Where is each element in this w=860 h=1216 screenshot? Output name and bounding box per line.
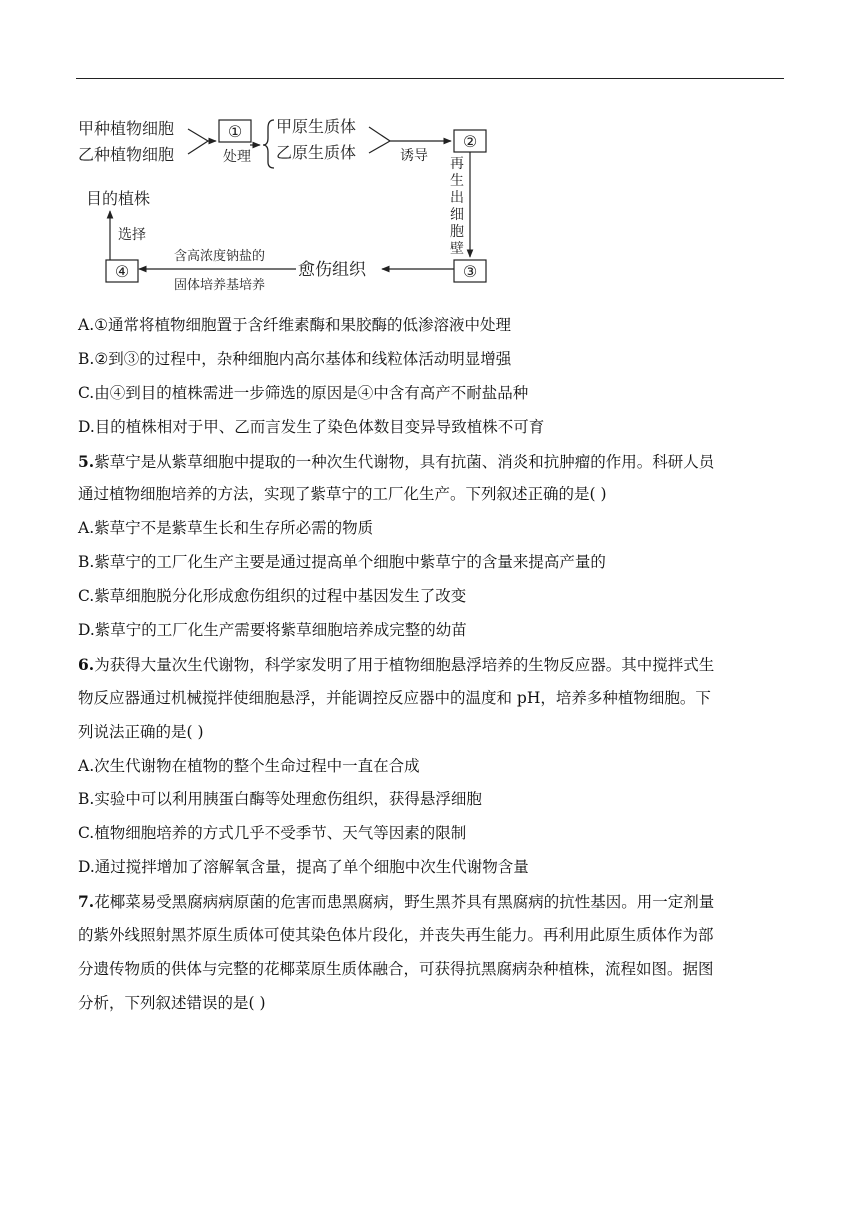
regen-char-2: 生 <box>450 173 464 189</box>
q7-stem-line4: 分析，下列叙述错误的是( ) <box>78 993 266 1012</box>
target-plant-label: 目的植株 <box>86 189 151 208</box>
q6-option-d: D.通过搅拌增加了溶解氧含量，提高了单个细胞中次生代谢物含量 <box>78 858 529 877</box>
q6-stem-line2: 物反应器通过机械搅拌使细胞悬浮，并能调控反应器中的温度和 pH，培养多种植物细胞。下 <box>78 688 711 707</box>
plant-a-label: 甲种植物细胞 <box>78 119 175 138</box>
protoplast-b-label: 乙原生质体 <box>276 143 357 162</box>
step3-label: ③ <box>462 262 478 281</box>
q6-number: 6. <box>78 654 95 674</box>
q4-option-c: C.由④到目的植株需进一步筛选的原因是④中含有高产不耐盐品种 <box>78 383 529 402</box>
q5-option-b: B.紫草宁的工厂化生产主要是通过提高单个细胞中紫草宁的含量来提高产量的 <box>78 553 606 572</box>
brace <box>263 120 274 168</box>
q7-stem-line3: 分遗传物质的供体与完整的花椰菜原生质体融合，可获得抗黑腐病杂种植株，流程如图。据图 <box>78 959 714 978</box>
q6-stem-line1 <box>78 648 786 682</box>
q6-stem-line3: 列说法正确的是( ) <box>78 722 204 741</box>
q6-stem-text1: 为获得大量次生代谢物，科学家发明了用于植物细胞悬浮培养的生物反应器。其中搅拌式生 <box>94 655 715 674</box>
question-content <box>78 309 786 1021</box>
q5-stem-line1 <box>78 445 786 479</box>
header-rule <box>76 78 784 79</box>
regen-char-6: 壁 <box>450 241 464 257</box>
q7-stem-text1: 花椰菜易受黑腐病病原菌的危害而患黑腐病，野生黑芥具有黑腐病的抗性基因。用一定剂量 <box>94 893 715 912</box>
induce-label: 诱导 <box>400 148 428 164</box>
medium-line2: 固体培养基培养 <box>174 278 266 293</box>
select-label: 选择 <box>118 227 146 243</box>
regen-char-4: 细 <box>450 207 464 223</box>
regen-char-3: 出 <box>450 190 464 206</box>
q4-option-b: B.②到③的过程中，杂种细胞内高尔基体和线粒体活动明显增强 <box>78 349 512 368</box>
q6-option-b: B.实验中可以利用胰蛋白酶等处理愈伤组织，获得悬浮细胞 <box>78 790 482 809</box>
plant-b-label: 乙种植物细胞 <box>78 145 175 164</box>
q4-option-a: A.①通常将植物细胞置于含纤维素酶和果胶酶的低渗溶液中处理 <box>78 316 512 334</box>
q5-stem-line2: 通过植物细胞培养的方法，实现了紫草宁的工厂化生产。下列叙述正确的是( ) <box>78 485 607 504</box>
q5-option-c: C.紫草细胞脱分化形成愈伤组织的过程中基因发生了改变 <box>78 587 467 606</box>
fusion-flow-diagram <box>76 108 506 298</box>
converge-arrow-2 <box>369 127 390 153</box>
regen-char-5: 胞 <box>450 224 464 240</box>
q5-number: 5. <box>78 451 95 471</box>
regen-char-1: 再 <box>450 156 464 172</box>
q7-stem-line1 <box>78 885 786 919</box>
step4-label: ④ <box>114 262 130 281</box>
converge-arrow-1 <box>188 129 208 154</box>
protoplast-a-label: 甲原生质体 <box>276 117 357 136</box>
q5-stem-text1: 紫草宁是从紫草细胞中提取的一种次生代谢物，具有抗菌、消炎和抗肿瘤的作用。科研人员 <box>94 452 715 471</box>
step1-label: ① <box>227 122 243 141</box>
q5-option-d: D.紫草宁的工厂化生产需要将紫草细胞培养成完整的幼苗 <box>78 621 467 640</box>
step2-label: ② <box>462 132 478 151</box>
q7-stem-line2: 的紫外线照射黑芥原生质体可使其染色体片段化，并丧失再生能力。再利用此原生质体作为部 <box>78 926 714 945</box>
process-label: 处理 <box>223 149 251 165</box>
q5-option-a: A.紫草宁不是紫草生长和生存所必需的物质 <box>78 519 374 538</box>
q6-option-a: A.次生代谢物在植物的整个生命过程中一直在合成 <box>78 756 420 775</box>
medium-line1: 含高浓度钠盐的 <box>174 249 266 264</box>
callus-label: 愈伤组织 <box>298 260 366 280</box>
q7-number: 7. <box>78 892 95 912</box>
q4-option-d: D.目的植株相对于甲、乙而言发生了染色体数目变异导致植株不可育 <box>78 417 545 436</box>
q6-option-c: C.植物细胞培养的方式几乎不受季节、天气等因素的限制 <box>78 824 467 843</box>
